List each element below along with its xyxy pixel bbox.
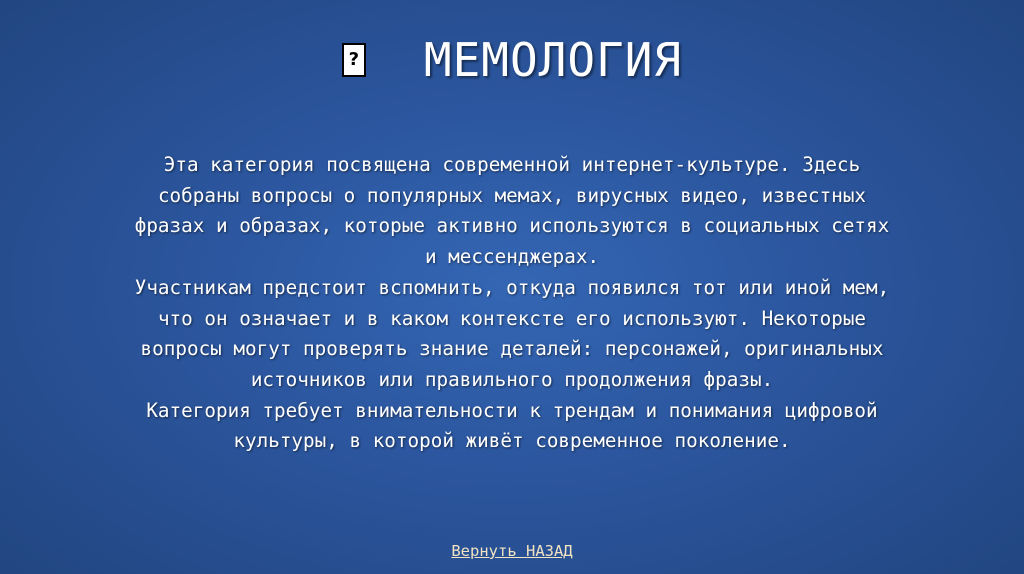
description-line: Участникам предстоит вспомнить, откуда появился тот или иной мем, bbox=[134, 275, 890, 299]
description-line: Эта категория посвящена современной интернет-культуре. Здесь bbox=[163, 153, 861, 176]
question-box-icon: ? bbox=[342, 43, 366, 77]
description-line: культуры, в которой живёт современное поколение. bbox=[233, 429, 791, 453]
description-line: вопросы могут проверять знание деталей: персонажей, оригинальных bbox=[140, 337, 884, 361]
back-link[interactable]: Вернуть НАЗАД bbox=[451, 542, 573, 560]
description-line: что он означает и в каком контексте его используют. Некоторые bbox=[157, 306, 867, 330]
header bbox=[0, 28, 1024, 92]
description-line: Категория требует внимательности к трендам и понимания цифровой bbox=[146, 398, 878, 422]
description-line: и мессенджерах. bbox=[424, 245, 600, 269]
footer bbox=[0, 540, 1024, 562]
description-line: источников или правильного продолжения фразы. bbox=[250, 367, 774, 391]
description-line: собраны вопросы о популярных мемах, вирусных видео, известных bbox=[157, 183, 867, 207]
description-line: фразах и образах, которые активно используются в социальных сетях bbox=[134, 214, 890, 238]
category-description bbox=[8, 150, 1016, 457]
page-title: МЕМОЛОГИЯ bbox=[423, 33, 683, 87]
